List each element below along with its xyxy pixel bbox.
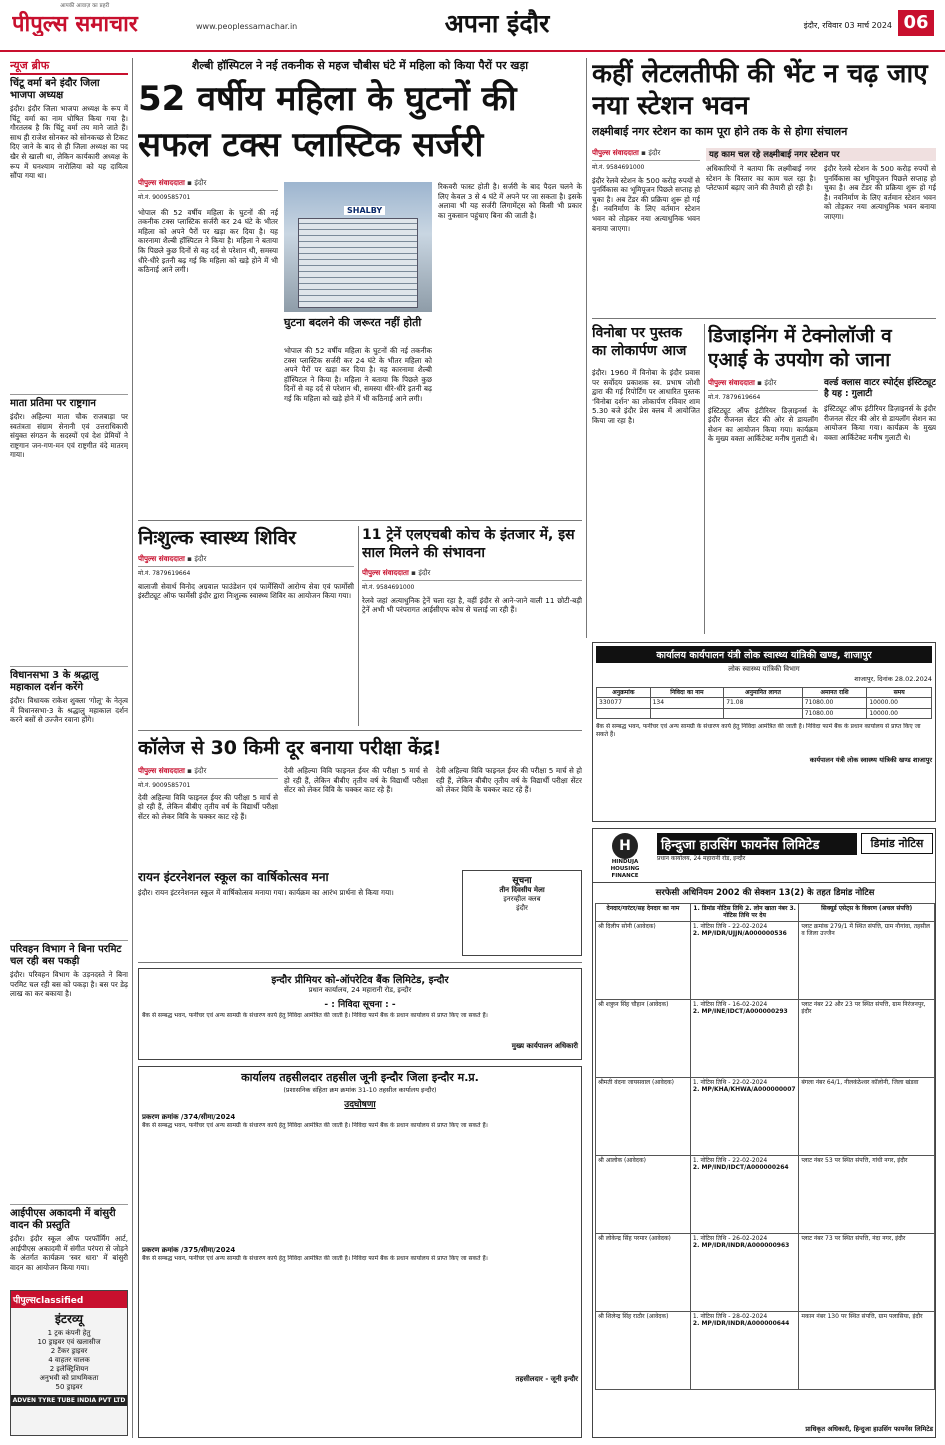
tahsil-ad xyxy=(138,1066,582,1438)
table-cell xyxy=(690,1155,798,1233)
tahsil-case-body: बैंक से सम्बद्ध भवन, फर्नीचर एवं अन्य सामग्री के संधारण कार्य हेतु निविदा आमंत्रित की जाती है। निविदा फार्म बैंक के प्रधान कार्यालय से प्राप्त किए जा सकते हैं। xyxy=(142,1122,488,1129)
exam-byline: पीपुल्स संवाददाता ▪ इंदौर xyxy=(138,766,278,779)
classified-item: 4 वाहतर चालक xyxy=(48,1356,90,1364)
table-row xyxy=(596,1311,935,1389)
camp-byline: पीपुल्स संवाददाता ▪ इंदौर xyxy=(138,554,354,567)
brief-item xyxy=(10,394,128,662)
notice-date: 1. नोटिस तिथि - 28-02-2024 xyxy=(692,1312,768,1320)
pwd-col-head: अनुमानित लागत xyxy=(724,688,803,698)
tahsil-case: प्रकरण क्रमांक /374/सीमा/2024 xyxy=(142,1113,236,1121)
design-story xyxy=(708,324,936,634)
table-cell: 330077 xyxy=(597,698,651,708)
bank-tender-ad xyxy=(138,968,582,1060)
pwd-col-head: निविदा का नाम xyxy=(650,688,724,698)
station-byline: पीपुल्स संवाददाता ▪ इंदौर xyxy=(592,148,700,161)
table-cell: प्लाट क्रमांक 279/1 में स्थित संपत्ति, ग्राम नौगांवा, तहसील व जिला उज्जैन xyxy=(799,921,935,999)
trains-headline: 11 ट्रेनें एलएचबी कोच के इंतजार में, इस साल मिलने की संभावना xyxy=(362,527,575,561)
byline-city: इंदौर xyxy=(194,178,207,187)
school-story xyxy=(138,870,458,958)
camp-body: बालाजी सेवार्थ विनोद अग्रवाल फाउंडेशन एवं फार्मेसियों आरोग्य सेवा एवं फार्मोसी इंस्टीट्यूट ऑफ फार्मेसी इंदौर द्वारा निःशुल्क स्वास्थ्य शिविर का आयोजन किया गया। xyxy=(138,581,354,601)
table-cell: 71080.00 xyxy=(802,708,867,718)
notice-date: 1. नोटिस तिथि - 22-02-2024 xyxy=(692,1078,768,1086)
byline-city: इंदौर xyxy=(764,378,777,387)
table-cell: 10000.00 xyxy=(867,708,932,718)
hinduja-col-head: सिक्यूर्ड एसेट्स के विवरण (अचल संपत्ति) xyxy=(799,904,935,922)
tahsil-label: उदघोषणा xyxy=(344,1100,376,1110)
byline-city: इंदौर xyxy=(418,568,431,577)
pwd-table xyxy=(596,687,932,719)
byline-name: पीपुल्स संवाददाता xyxy=(708,378,755,387)
tahsil-case: प्रकरण क्रमांक /375/सीमा/2024 xyxy=(142,1246,236,1254)
station-body2: अधिकारियों ने बताया कि लक्ष्मीबाई नगर स्टेशन के विस्तार का काम चल रहा है। प्लेटफार्म बढ़ाए जाने की तैयारी हो रही है। xyxy=(706,164,816,193)
table-row xyxy=(596,1233,935,1311)
hinduja-title: हिन्दुजा हाउसिंग फायनेंस लिमिटेड xyxy=(657,833,857,855)
vinoba-story xyxy=(592,324,700,634)
hinduja-logo xyxy=(597,833,653,879)
table-cell: श्री लोकेन्द्र सिंह परमार (आवेदक) xyxy=(596,1233,691,1311)
byline-city: इंदौर xyxy=(648,148,661,157)
camp-story xyxy=(138,526,354,726)
pwd-col-head: समय xyxy=(867,688,932,698)
classified-item: 2 इलेक्ट्रिशियन xyxy=(49,1365,89,1373)
bank-title: इन्दौर प्रीमियर को-ऑपरेटिव बैंक लिमिटेड, इन्दौर xyxy=(271,975,449,986)
small-notice xyxy=(462,870,582,956)
loan-no: 2. MP/IDR/INDR/A000000963 xyxy=(692,1242,790,1250)
station-subhead: यह काम चल रहे लक्ष्मीबाई नगर स्टेशन पर xyxy=(706,148,936,161)
bank-footer: मुख्य कार्यपालन अधिकारी xyxy=(511,1042,578,1050)
brief-body: इंदौर। इंदौर स्कूल ऑफ परफॉर्मिंग आर्ट, आईपीएस अकादमी में संगीत परंपरा से जोड़ने के अंतर्गत कार्यक्रम 'स्वर धारा' में बांसुरी वादन का आयोजन किया गया। xyxy=(10,1234,128,1272)
table-cell: श्रीमती वंदना जायसवाल (आवेदक) xyxy=(596,1077,691,1155)
hinduja-demand-notice xyxy=(592,828,936,1438)
pwd-col-head: अमानत राशि xyxy=(802,688,867,698)
news-brief-column xyxy=(10,58,128,1438)
classified-box xyxy=(10,1290,128,1436)
byline-mobile: मो.नं. 9584691000 xyxy=(592,164,645,171)
hospital-building xyxy=(298,218,418,308)
notice-date: 1. नोटिस तिथि - 26-02-2024 xyxy=(692,1234,768,1242)
brief-body: इंदौर। विधायक राकेश शुक्ला 'गोलू' के नेतृत्व में विधानसभा-3 के श्रद्धालु महाकाल दर्शन करने बसों से उज्जैन रवाना होंगे। xyxy=(10,696,128,725)
masthead xyxy=(0,0,945,52)
classified-item: 1 ट्रक कंपनी हेतु xyxy=(47,1329,91,1337)
vinoba-headline: विनोबा पर पुस्तक का लोकार्पण आज xyxy=(592,325,687,359)
notice-line: इनरव्हील क्लब xyxy=(503,895,541,903)
bank-subtitle: प्रधान कार्यालय, 24 महारानी रोड, इन्दौर xyxy=(308,986,412,994)
brief-title: विधानसभा 3 के श्रद्धालु महाकाल दर्शन करेंगे xyxy=(10,670,99,693)
brief-item xyxy=(10,78,128,390)
station-deck: लक्ष्मीबाई नगर स्टेशन का काम पूरा होने तक के से होगा संचालन xyxy=(592,125,848,138)
notice-date: 1. नोटिस तिथि - 22-02-2024 xyxy=(692,1156,768,1164)
table-row xyxy=(597,698,932,708)
design-body: इंस्टिट्यूट ऑफ इंटीरियर डिज़ाइनर्स के इंदौर रीजनल सेंटर की ओर से डायलॉग सेशन का आयोजन किया गया। कार्यक्रम के मुख्य वक्ता आर्किटेक्ट मनीष गुलाटी थे। xyxy=(708,405,818,444)
table-row xyxy=(596,921,935,999)
hinduja-brand: HINDUJA HOUSING FINANCE xyxy=(610,859,640,879)
classified-item: 50 ड्राइवर xyxy=(55,1383,83,1391)
table-row xyxy=(596,1155,935,1233)
table-cell: प्लाट नंबर 73 पर स्थित संपत्ति, नंदा नगर, इंदौर xyxy=(799,1233,935,1311)
table-cell: प्लाट नंबर 53 पर स्थित संपत्ति, गांधी नगर, इंदौर xyxy=(799,1155,935,1233)
station-body: इंदौर रेलवे स्टेशन के 500 करोड़ रुपयों से पुनर्विकास का भूमिपूजन पिछले सप्ताह हो चुका है। अब टेंडर की प्रक्रिया शुरू हो गई है। नवनिर्माण के लिए वर्तमान स्टेशन भवन को तोड़कर नया अत्याधुनिक भवन बनाया जाएगा। xyxy=(592,175,700,233)
exam-body3: देवी अहिल्या विवि फाइनल ईयर की परीक्षा 5 मार्च से हो रही हैं, लेकिन बीबीए तृतीय वर्ष के विद्यार्थी परीक्षा सेंटर को लेकर विवि के चक्कर काट रहे हैं। xyxy=(436,766,582,795)
tahsil-footer: तहसीलदार - जूनी इन्दौर xyxy=(515,1375,578,1383)
table-cell xyxy=(724,708,803,718)
lead-headline: 52 वर्षीय महिला के घुटनों की सफल टक्स प्लास्टिक सर्जरी xyxy=(138,79,517,165)
loan-no: 2. MP/IND/IDCT/A000000264 xyxy=(692,1164,789,1172)
pwd-tender-ad xyxy=(592,642,936,822)
camp-headline: निःशुल्क स्वास्थ्य शिविर xyxy=(138,527,296,549)
trains-byline: पीपुल्स संवाददाता ▪ इंदौर xyxy=(362,568,582,581)
brief-body: इंदौर। परिवहन विभाग के उड़नदस्ते ने बिना परमिट चल रही बस को पकड़ा है। बस पर डेढ़ लाख का कर बकाया है। xyxy=(10,970,128,999)
brief-title: माता प्रतिमा पर राष्ट्रगान xyxy=(10,398,96,409)
table-cell xyxy=(650,708,724,718)
table-cell xyxy=(690,999,798,1077)
lead-subhead: घुटना बदलने की जरूरत नहीं होती xyxy=(284,316,422,329)
brief-title: परिवहन विभाग ने बिना परमिट चल रही बस पकड़ी xyxy=(10,944,122,967)
byline-city: इंदौर xyxy=(194,766,207,775)
table-cell: मकान नंबर 130 पर स्थित संपत्ति, ग्राम पलासिया, इंदौर xyxy=(799,1311,935,1389)
table-row xyxy=(596,999,935,1077)
trains-body: रेलवे जहां अत्याधुनिक ट्रेनें चला रहा है, वहीं इंदौर से आने-जाने वाली 11 छोटी-बड़ी ट्रेनें अभी भी परंपरागत आईसीएफ कोच से चलाई जा रही हैं। xyxy=(362,595,582,615)
hospital-sign: SHALBY xyxy=(344,206,385,215)
table-cell xyxy=(690,921,798,999)
brief-title: आईपीएस अकादमी में बांसुरी वादन की प्रस्तुति xyxy=(10,1208,116,1231)
lead-body-col2: भोपाल की 52 वर्षीय महिला के घुटनों की नई तकनीक टक्स प्लास्टिक सर्जरी कर 24 घंटे के भीतर महिला को अपने पैरों पर खड़ा कर दिया है। यह कारनामा शैल्बी हॉस्पिटल ने किया है। महिला ने बताया कि पिछले कुछ दिनों से वह दर्द से परेशान थी, समस्या धीरे-धीरे इतनी बढ़ गई कि महिला को खड़े होने में भी कठिनाई आने लगी। xyxy=(284,346,432,403)
table-cell: श्री शिलेन्द्र सिंह राठौर (आवेदक) xyxy=(596,1311,691,1389)
table-cell: 10000.00 xyxy=(867,698,932,708)
lead-kicker: शैल्बी हॉस्पिटल ने नई तकनीक से महज चौबीस घंटे में महिला को किया पैरों पर खड़ा xyxy=(191,59,529,72)
bank-notice-label: - : निविदा सूचना : - xyxy=(324,1000,396,1010)
notice-line: तीन दिवसीय मेला xyxy=(499,886,545,894)
brand-logo xyxy=(12,8,192,36)
table-cell: प्लाट नंबर 22 और 23 पर स्थित संपत्ति, ग्राम निरंजनपुर, इंदौर xyxy=(799,999,935,1077)
hinduja-demand-label: डिमांड नोटिस xyxy=(861,833,933,854)
loan-no: 2. MP/INE/IDCT/A000000293 xyxy=(692,1008,788,1016)
classified-item: 2 टैंकर ड्राइवर xyxy=(50,1347,88,1355)
classified-title: पीपुल्सclassified xyxy=(11,1291,127,1308)
hinduja-subtitle: सरफेसी अधिनियम 2002 की सेक्शन 13(2) के तहत डिमांड नोटिस xyxy=(655,888,875,898)
pwd-col-head: अनुक्रमांक xyxy=(597,688,651,698)
loan-no: 2. MP/IDR/UJJN/A000000536 xyxy=(692,930,787,938)
design-body2: इंस्टिट्यूट ऑफ इंटीरियर डिज़ाइनर्स के इंदौर रीजनल सेंटर की ओर से डायलॉग सेशन का आयोजन किया गया। कार्यक्रम के मुख्य वक्ता आर्किटेक्ट मनीष गुलाटी थे। xyxy=(824,404,936,442)
brief-item xyxy=(10,940,128,1200)
classified-heading: इंटरव्यू xyxy=(55,1312,83,1326)
page-number: 06 xyxy=(898,10,934,36)
hinduja-col-head: 1. डिमांड नोटिस तिथि 2. लोन खाता नंबर 3. नोटिस तिथि पर देय xyxy=(690,904,798,922)
exam-headline: कॉलेज से 30 किमी दूर बनाया परीक्षा केंद्र! xyxy=(138,737,442,759)
lead-byline: पीपुल्स संवाददाता ▪ इंदौर xyxy=(138,178,278,191)
brief-title: चिंटू वर्मा बने इंदौर जिला भाजपा अध्यक्ष xyxy=(10,78,100,101)
byline-mobile: मो.नं. 9009585701 xyxy=(138,194,191,201)
tahsil-subtitle: (प्रशासनिक संहिता क्रम क्रमांक 31-10 तहसील कार्यालय इन्दौर) xyxy=(283,1086,437,1094)
byline-mobile: मो.नं. 7879619664 xyxy=(138,570,191,577)
hinduja-col-head: देनदार/गारंटर/सह देनदार का नाम xyxy=(596,904,691,922)
byline-mobile: मो.नं. 9009585701 xyxy=(138,782,191,789)
school-headline: रायन इंटरनेशनल स्कूल का वार्षिकोत्सव मना xyxy=(138,870,329,884)
pwd-footer: कार्यपालन यंत्री लोक स्वास्थ्य यांत्रिकी खण्ड शाजापुर xyxy=(809,756,932,765)
notice-date: 1. नोटिस तिथि - 16-02-2024 xyxy=(692,1000,768,1008)
section-title: अपना इंदौर xyxy=(444,9,550,38)
table-cell: श्री आलोक (आवेदक) xyxy=(596,1155,691,1233)
dateline: इंदौर, रविवार 03 मार्च 2024 xyxy=(803,21,892,30)
design-byline: पीपुल्स संवाददाता ▪ इंदौर xyxy=(708,378,818,391)
hinduja-logo-icon: H xyxy=(612,833,638,859)
table-row xyxy=(597,708,932,718)
table-cell: 71080.00 xyxy=(802,698,867,708)
table-cell: श्री शत्रुघ्न सिंह चौहान (आवेदक) xyxy=(596,999,691,1077)
byline-mobile: मो.नं. 9584691000 xyxy=(362,584,415,591)
bank-body: बैंक से सम्बद्ध भवन, फर्नीचर एवं अन्य सामग्री के संधारण कार्य हेतु निविदा आमंत्रित की जाती है। निविदा फार्म बैंक के प्रधान कार्यालय से प्राप्त किए जा सकते हैं। xyxy=(142,1012,488,1019)
exam-body2: देवी अहिल्या विवि फाइनल ईयर की परीक्षा 5 मार्च से हो रही हैं, लेकिन बीबीए तृतीय वर्ष के विद्यार्थी परीक्षा सेंटर को लेकर विवि के चक्कर काट रहे हैं। xyxy=(284,766,428,795)
table-cell xyxy=(690,1077,798,1155)
hinduja-table xyxy=(595,903,935,1390)
exam-body: देवी अहिल्या विवि फाइनल ईयर की परीक्षा 5 मार्च से हो रही हैं, लेकिन बीबीए तृतीय वर्ष के विद्यार्थी परीक्षा सेंटर को लेकर विवि के चक्कर काट रहे हैं। xyxy=(138,792,278,821)
news-brief-label: न्यूज ब्रीफ xyxy=(10,58,128,75)
lead-body-col3: रिकवरी फास्ट होती है। सर्जरी के बाद पैदल चलने के लिए केवल 3 से 4 घंटे में अपने पर जा सकता है। इसके अलावा भी यह सर्जरी लिगामेंट्स को किसी भी प्रकार का नुकसान पहुंचाए बिना की जाती है। xyxy=(438,182,582,220)
notice-title: सूचना xyxy=(512,876,532,886)
lead-story xyxy=(138,58,582,518)
classified-footer: ADVEN TYRE TUBE INDIA PVT LTD xyxy=(12,1397,126,1404)
pwd-date: शाजापुर, दिनांक 28.02.2024 xyxy=(854,675,932,683)
classified-item: अनुभवी को प्राथमिकता xyxy=(39,1374,99,1382)
brand-tag: आपकी आवाज़ का प्रहरी xyxy=(60,3,110,9)
byline-mobile: मो.नं. 7879619664 xyxy=(708,394,761,401)
hinduja-footer: प्राधिकृत अधिकारी, हिन्दुजा हाउसिंग फायनेंस लिमिटेड xyxy=(805,1425,933,1433)
tahsil-case-body: बैंक से सम्बद्ध भवन, फर्नीचर एवं अन्य सामग्री के संधारण कार्य हेतु निविदा आमंत्रित की जाती है। निविदा फार्म बैंक के प्रधान कार्यालय से प्राप्त किए जा सकते हैं। xyxy=(142,1255,488,1262)
byline-city: इंदौर xyxy=(194,554,207,563)
brief-item xyxy=(10,666,128,936)
byline-name: पीपुल्स संवाददाता xyxy=(592,148,639,157)
hinduja-header xyxy=(593,829,936,883)
table-cell xyxy=(690,1233,798,1311)
trains-story xyxy=(362,526,582,726)
byline-name: पीपुल्स संवाददाता xyxy=(138,766,185,775)
brand-name: पीपुल्स समाचार xyxy=(12,11,138,36)
table-cell: श्री दिलीप सोनी (आवेदक) xyxy=(596,921,691,999)
station-body3: इंदौर रेलवे स्टेशन के 500 करोड़ रुपयों से पुनर्विकास का भूमिपूजन पिछले सप्ताह हो चुका है। अब टेंडर की प्रक्रिया शुरू हो गई है। नवनिर्माण के लिए वर्तमान स्टेशन भवन को तोड़कर नया अत्याधुनिक भवन बनाया जाएगा। xyxy=(824,164,936,221)
byline-name: पीपुल्स संवाददाता xyxy=(362,568,409,577)
pwd-body: बैंक से सम्बद्ध भवन, फर्नीचर एवं अन्य सामग्री के संधारण कार्य हेतु निविदा आमंत्रित की जाती है। निविदा फार्म बैंक के प्रधान कार्यालय से प्राप्त किए जा सकते हैं। xyxy=(596,723,921,738)
table-cell xyxy=(690,1311,798,1389)
exam-story xyxy=(138,736,582,866)
tahsil-title: कार्यालय तहसीलदार तहसील जूनी इन्दौर जिला इन्दौर म.प्र. xyxy=(241,1071,479,1084)
station-headline: कहीं लेटलतीफी की भेंट न चढ़ जाए नया स्टेशन भवन xyxy=(592,59,928,121)
table-cell: बंगला नंबर 64/1, नीलकंठेश्वर कॉलोनी, जिला खंडवा xyxy=(799,1077,935,1155)
table-cell: 134 xyxy=(650,698,724,708)
pwd-title: कार्यालय कार्यपालन यंत्री लोक स्वास्थ्य यांत्रिकी खण्ड, शाजापुर xyxy=(596,646,932,663)
loan-no: 2. MP/IDR/INDR/A000000644 xyxy=(692,1320,790,1328)
design-headline: डिजाइनिंग में टेक्नोलॉजी व एआई के उपयोग को जाना xyxy=(708,325,892,371)
loan-no: 2. MP/KHA/KHWA/A000000007 xyxy=(692,1086,796,1094)
brief-body: इंदौर। अहिल्या माता चौक राजबाड़ा पर स्वतंत्रता संग्राम सेनानी एवं उत्तराधिकारी संयुक्त संगठन के सदस्यों एवं देश प्रेमियों ने राष्ट्रगान जन-गण-मन एवं राष्ट्रगीत वंदे मातरम् गाया। xyxy=(10,412,128,460)
byline-name: पीपुल्स संवाददाता xyxy=(138,178,185,187)
lead-body-col1: भोपाल की 52 वर्षीय महिला के घुटनों की नई तकनीक टक्स प्लास्टिक सर्जरी कर 24 घंटे के भीतर महिला को अपने पैरों पर खड़ा कर दिया है। यह कारनामा शैल्बी हॉस्पिटल ने किया है। महिला ने बताया कि पिछले कुछ दिनों से वह दर्द से परेशान थी, समस्या धीरे-धीरे इतनी बढ़ गई कि महिला को खड़े होने में भी कठिनाई आने लगी। xyxy=(138,207,278,275)
vinoba-body: इंदौर। 1960 में विनोबा के इंदौर प्रवास पर सर्वोदय प्रकाशक स्व. प्रभाष जोशी द्वारा की गई रिपोर्टिंग पर आधारित पुस्तक 'विनोबा दर्शन' का लोकार्पण रविवार शाम 5.30 बजे इंदौर प्रेस क्लब में आयोजित किया जा रहा है। xyxy=(592,368,700,425)
design-side-head: वर्ल्ड क्लास वाटर स्पोर्ट्स इंस्टिट्यूट है यह : गुलाटी xyxy=(824,378,936,399)
pwd-subtitle: लोक स्वास्थ्य यांत्रिकी विभाग xyxy=(728,665,800,673)
notice-line: इंदौर xyxy=(516,904,528,912)
byline-name: पीपुल्स संवाददाता xyxy=(138,554,185,563)
school-body: इंदौर। रायन इंटरनेशनल स्कूल में वार्षिकोत्सव मनाया गया। कार्यक्रम का आरंभ प्रार्थना से किया गया। xyxy=(138,888,394,897)
notice-date: 1. नोटिस तिथि - 22-02-2024 xyxy=(692,922,768,930)
table-row xyxy=(596,1077,935,1155)
table-cell: 71.08 xyxy=(724,698,803,708)
table-cell xyxy=(597,708,651,718)
hospital-photo xyxy=(284,182,432,312)
hinduja-address: प्रधान कार्यालय, 24 महारानी रोड, इन्दौर xyxy=(657,855,746,862)
classified-item: 10 ड्राइवर एवं खलासीज xyxy=(37,1338,101,1346)
site-url[interactable]: www.peoplessamachar.in xyxy=(196,22,298,31)
station-story xyxy=(592,58,936,314)
brief-body: इंदौर। इंदौर जिला भाजपा अध्यक्ष के रूप में चिंटू वर्मा का नाम घोषित किया गया है। गौरतलब है कि चिंटू वर्मा तय माने जाते हैं। साथ ही राजेश सोनकर को सोनकच्छ से टिकट दिए जाने के बाद से ही जिला अध्यक्ष का पद खैर से खाली था, लेकिन कार्यकारी अध्यक्ष के रूप में घनश्याम नारोलिया को यह दायित्व सौंपा गया था। xyxy=(10,104,128,181)
